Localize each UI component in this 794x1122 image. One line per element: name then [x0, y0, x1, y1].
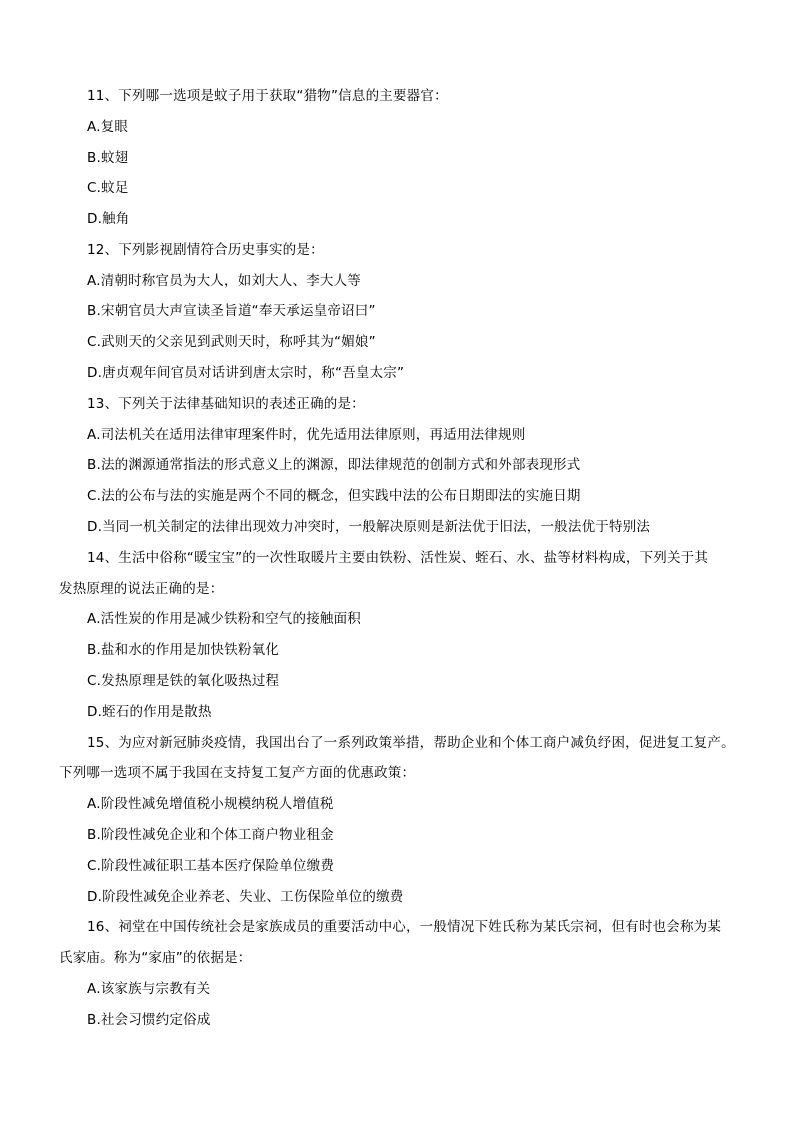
option-b: B.法的渊源通常指法的形式意义上的渊源，即法律规范的创制方式和外部表现形式 [87, 457, 581, 473]
question-16-cont: 氏家庙。称为“家庙”的依据是： [59, 950, 252, 966]
option-a: A.活性炭的作用是减少铁粉和空气的接触面积 [87, 611, 361, 627]
option-c: C.阶段性减征职工基本医疗保险单位缴费 [87, 858, 335, 874]
option-b: B.盐和水的作用是加快铁粉氧化 [87, 642, 280, 658]
question-16: 16、祠堂在中国传统社会是家族成员的重要活动中心，一般情况下姓氏称为某氏宗祠，但有时也会称为某 [87, 919, 722, 935]
question-14: 14、生活中俗称“暖宝宝”的一次性取暖片主要由铁粉、活性炭、蛭石、水、盐等材料构成，下列关于其 [87, 550, 709, 566]
option-d: D.触角 [87, 211, 130, 227]
option-d: D.阶段性减免企业养老、失业、工伤保险单位的缴费 [87, 889, 404, 905]
option-d: D.当同一机关制定的法律出现效力冲突时，一般解决原则是新法优于旧法，一般法优于特别法 [87, 519, 651, 535]
option-d: D.唐贞观年间官员对话讲到唐太宗时，称“吾皇太宗” [87, 365, 405, 381]
option-c: C.蚊足 [87, 180, 129, 196]
option-a: A.复眼 [87, 119, 129, 135]
question-13: 13、下列关于法律基础知识的表述正确的是： [87, 396, 365, 412]
option-a: A.阶段性减免增值税小规模纳税人增值税 [87, 796, 334, 812]
option-a: A.该家族与宗教有关 [87, 981, 211, 997]
question-11: 11、下列哪一选项是蚊子用于获取“猎物”信息的主要器官： [87, 88, 448, 104]
question-15: 15、为应对新冠肺炎疫情，我国出台了一系列政策举措，帮助企业和个体工商户减负纾困，促进复工复产。 [87, 735, 735, 751]
option-d: D.蛭石的作用是散热 [87, 704, 212, 720]
option-b: B.社会习惯约定俗成 [87, 1012, 211, 1028]
question-12: 12、下列影视剧情符合历史事实的是： [87, 242, 324, 258]
option-b: B.蚊翅 [87, 150, 129, 166]
question-14-cont: 发热原理的说法正确的是： [59, 581, 224, 597]
option-b: B.阶段性减免企业和个体工商户物业租金 [87, 827, 334, 843]
option-b: B.宋朝官员大声宣读圣旨道“奉天承运皇帝诏曰” [87, 303, 376, 319]
question-15-cont: 下列哪一选项不属于我国在支持复工复产方面的优惠政策： [59, 765, 416, 781]
option-c: C.法的公布与法的实施是两个不同的概念，但实践中法的公布日期即法的实施日期 [87, 488, 581, 504]
option-c: C.武则天的父亲见到武则天时，称呼其为“媚娘” [87, 334, 376, 350]
option-a: A.清朝时称官员为大人，如刘大人、李大人等 [87, 273, 361, 289]
option-c: C.发热原理是铁的氧化吸热过程 [87, 673, 280, 689]
option-a: A.司法机关在适用法律审理案件时，优先适用法律原则，再适用法律规则 [87, 427, 526, 443]
